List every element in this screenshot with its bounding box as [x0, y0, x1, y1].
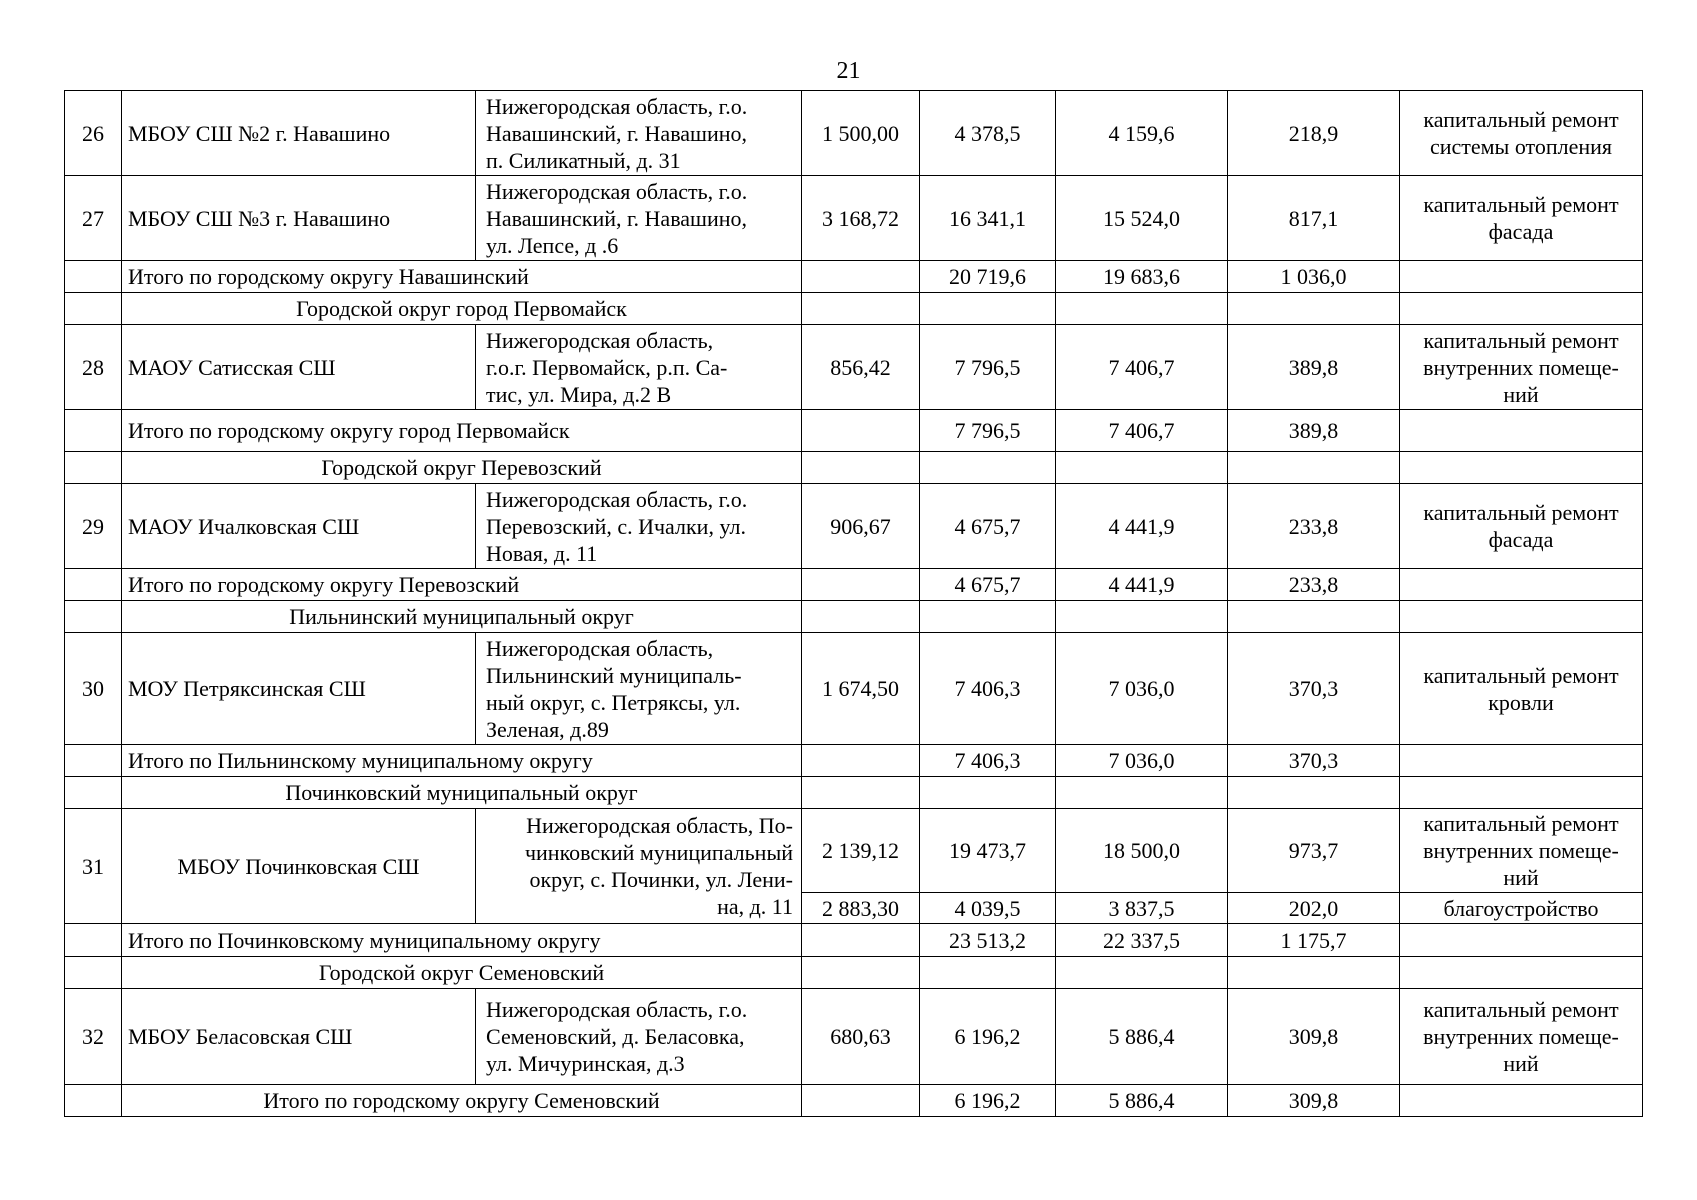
local-budget: 817,1 [1228, 176, 1400, 261]
empty-cell [1228, 777, 1400, 809]
total-cost: 19 473,7 [920, 809, 1056, 893]
empty-cell [802, 452, 920, 484]
total-label: Итого по городскому округу Семеновский [122, 1085, 802, 1117]
work-line: внутренних помеще- [1423, 1024, 1619, 1049]
local-budget: 370,3 [1228, 633, 1400, 745]
regional-budget: 18 500,0 [1056, 809, 1228, 893]
work-line: фасада [1488, 219, 1554, 244]
area-value: 2 139,12 [802, 809, 920, 893]
total-row [65, 924, 1643, 957]
address-line: Пильнинский муниципаль- [486, 662, 742, 688]
work-type [1400, 989, 1643, 1085]
local-budget: 389,8 [1228, 410, 1400, 452]
work-type [1400, 633, 1643, 745]
local-budget: 233,8 [1228, 569, 1400, 601]
work-type [1400, 91, 1643, 176]
work-line: ний [1503, 865, 1539, 890]
address-line: Навашинский, г. Навашино, [486, 205, 748, 231]
work-line: внутренних помеще- [1423, 354, 1619, 380]
section-row [65, 601, 1643, 633]
school-address [476, 484, 802, 569]
empty-cell [1400, 745, 1643, 777]
empty-cell [1400, 261, 1643, 293]
area-value: 856,42 [802, 325, 920, 410]
empty-cell [1056, 601, 1228, 633]
regional-budget: 19 683,6 [1056, 261, 1228, 293]
area-value: 906,67 [802, 484, 920, 569]
school-name: МАОУ Сатисская СШ [122, 325, 476, 410]
school-address [476, 176, 802, 261]
total-label: Итого по городскому округу город Первомайск [122, 410, 802, 452]
school-name: МБОУ СШ №2 г. Навашино [122, 91, 476, 176]
row-number: 30 [65, 633, 122, 745]
empty-cell [1228, 957, 1400, 989]
empty-cell [65, 1085, 122, 1117]
section-row [65, 452, 1643, 484]
address-line: Новая, д. 11 [486, 540, 598, 566]
address-line: Нижегородская область, По- [526, 813, 793, 838]
empty-cell [802, 745, 920, 777]
total-row [65, 745, 1643, 777]
empty-cell [920, 601, 1056, 633]
work-type [1400, 176, 1643, 261]
total-label: Итого по городскому округу Перевозский [122, 569, 802, 601]
work-line: системы отопления [1429, 134, 1613, 159]
empty-cell [802, 777, 920, 809]
address-line: Нижегородская область, г.о. [486, 486, 748, 512]
address-line: Нижегородская область, г.о. [486, 997, 748, 1022]
address-line: г.о.г. Первомайск, р.п. Са- [486, 354, 728, 380]
empty-cell [65, 569, 122, 601]
school-name: МОУ Петряксинская СШ [122, 633, 476, 745]
area-value: 1 674,50 [802, 633, 920, 745]
empty-cell [65, 452, 122, 484]
row-number: 26 [65, 91, 122, 176]
regional-budget: 7 406,7 [1056, 410, 1228, 452]
address-line: Нижегородская область, [486, 635, 714, 661]
table-row [65, 325, 1643, 410]
address-line: п. Силикатный, д. 31 [486, 147, 681, 173]
section-title: Городской округ Перевозский [122, 452, 802, 484]
work-line: капитальный ремонт [1423, 997, 1619, 1022]
total-row [65, 261, 1643, 293]
empty-cell [65, 410, 122, 452]
area-value: 1 500,00 [802, 91, 920, 176]
work-line: капитальный ремонт [1423, 107, 1619, 132]
row-number: 27 [65, 176, 122, 261]
local-budget: 389,8 [1228, 325, 1400, 410]
empty-cell [802, 1085, 920, 1117]
address-line: ул. Лепсе, д .6 [486, 232, 619, 258]
work-line: капитальный ремонт [1423, 327, 1619, 353]
total-cost: 6 196,2 [920, 989, 1056, 1085]
total-cost: 20 719,6 [920, 261, 1056, 293]
work-line: внутренних помеще- [1423, 838, 1619, 863]
work-line: капитальный ремонт [1423, 662, 1619, 688]
empty-cell [65, 261, 122, 293]
total-cost: 4 675,7 [920, 484, 1056, 569]
total-cost: 4 378,5 [920, 91, 1056, 176]
total-label: Итого по городскому округу Навашинский [122, 261, 802, 293]
row-number: 31 [65, 809, 122, 924]
empty-cell [802, 569, 920, 601]
total-cost: 7 406,3 [920, 633, 1056, 745]
empty-cell [1400, 601, 1643, 633]
address-line: на, д. 11 [717, 894, 793, 919]
empty-cell [1056, 293, 1228, 325]
empty-cell [65, 601, 122, 633]
table-row [65, 484, 1643, 569]
empty-cell [1400, 777, 1643, 809]
empty-cell [1228, 293, 1400, 325]
schools-table [64, 90, 1643, 1117]
school-name: МБОУ СШ №3 г. Навашино [122, 176, 476, 261]
work-type [1400, 325, 1643, 410]
section-title: Городской округ город Первомайск [122, 293, 802, 325]
regional-budget: 4 159,6 [1056, 91, 1228, 176]
regional-budget: 5 886,4 [1056, 1085, 1228, 1117]
local-budget: 370,3 [1228, 745, 1400, 777]
empty-cell [1400, 1085, 1643, 1117]
area-value: 680,63 [802, 989, 920, 1085]
regional-budget: 7 406,7 [1056, 325, 1228, 410]
page-number: 21 [836, 58, 861, 84]
local-budget: 218,9 [1228, 91, 1400, 176]
empty-cell [802, 410, 920, 452]
address-line: Зеленая, д.89 [486, 716, 609, 742]
empty-cell [1228, 601, 1400, 633]
empty-cell [920, 957, 1056, 989]
work-line: ний [1503, 1051, 1539, 1076]
empty-cell [802, 924, 920, 957]
address-line: чинковский муниципальный [524, 840, 793, 865]
empty-cell [802, 601, 920, 633]
local-budget: 1 175,7 [1228, 924, 1400, 957]
total-cost: 7 796,5 [920, 410, 1056, 452]
total-row [65, 410, 1643, 452]
empty-cell [65, 924, 122, 957]
total-cost: 7 406,3 [920, 745, 1056, 777]
address-line: ул. Мичуринская, д.3 [486, 1051, 685, 1076]
local-budget: 233,8 [1228, 484, 1400, 569]
empty-cell [1400, 452, 1643, 484]
regional-budget: 3 837,5 [1056, 893, 1228, 924]
empty-cell [802, 957, 920, 989]
empty-cell [802, 293, 920, 325]
address-line: Навашинский, г. Навашино, [486, 120, 748, 146]
school-address [476, 91, 802, 176]
work-line: капитальный ремонт [1423, 192, 1619, 217]
school-name: МБОУ Починковская СШ [122, 809, 476, 924]
empty-cell [1400, 569, 1643, 601]
section-row [65, 777, 1643, 809]
empty-cell [1400, 410, 1643, 452]
regional-budget: 7 036,0 [1056, 633, 1228, 745]
local-budget: 309,8 [1228, 1085, 1400, 1117]
empty-cell [920, 452, 1056, 484]
work-type [1400, 484, 1643, 569]
total-cost: 4 039,5 [920, 893, 1056, 924]
work-line: ний [1503, 381, 1539, 407]
regional-budget: 15 524,0 [1056, 176, 1228, 261]
local-budget: 973,7 [1228, 809, 1400, 893]
address-line: Перевозский, с. Ичалки, ул. [486, 513, 746, 539]
empty-cell [920, 293, 1056, 325]
empty-cell [65, 957, 122, 989]
row-number: 32 [65, 989, 122, 1085]
total-cost: 4 675,7 [920, 569, 1056, 601]
work-line: капитальный ремонт [1423, 811, 1619, 836]
empty-cell [802, 261, 920, 293]
empty-cell [1228, 452, 1400, 484]
school-name: МБОУ Беласовская СШ [122, 989, 476, 1085]
table-row [65, 809, 1643, 893]
regional-budget: 7 036,0 [1056, 745, 1228, 777]
total-cost: 7 796,5 [920, 325, 1056, 410]
table-row [65, 91, 1643, 176]
work-line: капитальный ремонт [1423, 500, 1619, 525]
section-title: Пильнинский муниципальный округ [122, 601, 802, 633]
regional-budget: 4 441,9 [1056, 484, 1228, 569]
school-address [476, 989, 802, 1085]
work-line: кровли [1488, 689, 1554, 715]
empty-cell [65, 777, 122, 809]
table-row [65, 176, 1643, 261]
local-budget: 1 036,0 [1228, 261, 1400, 293]
area-value: 2 883,30 [802, 893, 920, 924]
work-type [1400, 809, 1643, 893]
school-address [476, 633, 802, 745]
address-line: округ, с. Починки, ул. Лени- [529, 867, 793, 892]
empty-cell [1400, 924, 1643, 957]
area-value: 3 168,72 [802, 176, 920, 261]
regional-budget: 5 886,4 [1056, 989, 1228, 1085]
section-row [65, 293, 1643, 325]
total-cost: 23 513,2 [920, 924, 1056, 957]
row-number: 29 [65, 484, 122, 569]
regional-budget: 22 337,5 [1056, 924, 1228, 957]
total-label: Итого по Починковскому муниципальному округу [122, 924, 802, 957]
section-title: Городской округ Семеновский [122, 957, 802, 989]
empty-cell [1056, 957, 1228, 989]
school-address [476, 809, 802, 924]
total-cost: 16 341,1 [920, 176, 1056, 261]
empty-cell [1056, 452, 1228, 484]
address-line: Нижегородская область, г.о. [486, 178, 748, 204]
school-name: МАОУ Ичалковская СШ [122, 484, 476, 569]
empty-cell [65, 293, 122, 325]
address-line: Семеновский, д. Беласовка, [486, 1024, 745, 1049]
empty-cell [920, 777, 1056, 809]
empty-cell [1056, 777, 1228, 809]
local-budget: 202,0 [1228, 893, 1400, 924]
section-row [65, 957, 1643, 989]
work-type: благоустройство [1400, 893, 1643, 924]
work-line: фасада [1488, 527, 1554, 552]
address-line: ный округ, с. Петряксы, ул. [486, 689, 741, 715]
address-line: тис, ул. Мира, д.2 В [486, 381, 672, 407]
total-label: Итого по Пильнинскому муниципальному округу [122, 745, 802, 777]
empty-cell [1400, 957, 1643, 989]
empty-cell [65, 745, 122, 777]
section-title: Починковский муниципальный округ [122, 777, 802, 809]
regional-budget: 4 441,9 [1056, 569, 1228, 601]
total-cost: 6 196,2 [920, 1085, 1056, 1117]
empty-cell [1400, 293, 1643, 325]
table-row [65, 633, 1643, 745]
address-line: Нижегородская область, [486, 327, 714, 353]
table-row [65, 989, 1643, 1085]
local-budget: 309,8 [1228, 989, 1400, 1085]
total-row [65, 569, 1643, 601]
school-address [476, 325, 802, 410]
row-number: 28 [65, 325, 122, 410]
address-line: Нижегородская область, г.о. [486, 93, 748, 119]
total-row [65, 1085, 1643, 1117]
